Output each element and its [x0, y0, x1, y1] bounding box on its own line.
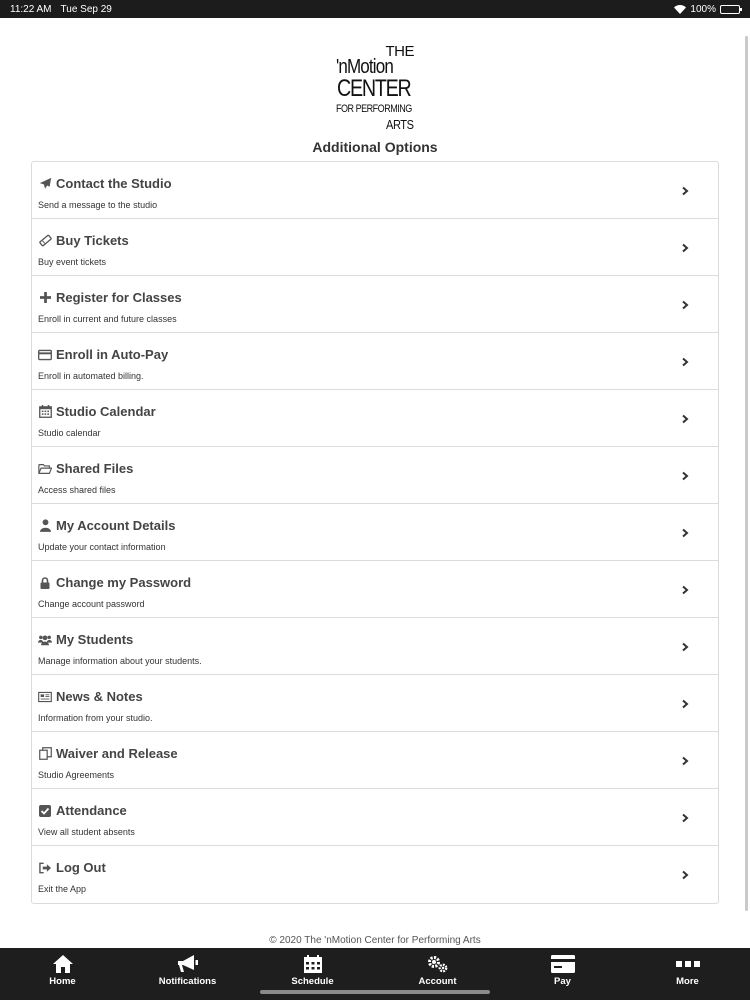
menu-item-attendance[interactable] — [32, 789, 718, 846]
ticket-icon — [38, 234, 52, 248]
tab-notifications[interactable] — [125, 948, 250, 1000]
tab-label: Notifications — [158, 976, 217, 987]
copyright-footer: © 2020 The 'nMotion Center for Performing Arts — [269, 935, 481, 946]
status-bar — [0, 0, 750, 18]
chevron-right-icon — [680, 756, 690, 766]
menu-item-change-password[interactable] — [32, 561, 718, 618]
menu-item-description: Enroll in automated billing. — [38, 371, 144, 381]
chevron-right-icon — [680, 243, 690, 253]
menu-item-label: Register for Classes — [56, 290, 182, 305]
users-icon — [38, 633, 52, 647]
options-menu — [31, 161, 719, 904]
logo-line-5: ARTS — [386, 117, 414, 132]
menu-item-description: View all student absents — [38, 827, 135, 837]
menu-item-label: Attendance — [56, 803, 127, 818]
chevron-right-icon — [680, 585, 690, 595]
chevron-right-icon — [680, 414, 690, 424]
menu-item-news-notes[interactable] — [32, 675, 718, 732]
credit-card-icon — [38, 348, 52, 362]
menu-item-buy-tickets[interactable] — [32, 219, 718, 276]
menu-item-label: My Account Details — [56, 518, 176, 533]
page-title: Additional Options — [312, 139, 438, 155]
folder-open-icon — [38, 462, 52, 476]
tab-more[interactable] — [625, 948, 750, 1000]
home-icon — [53, 955, 73, 973]
chevron-right-icon — [680, 870, 690, 880]
calendar-grid-icon — [304, 955, 322, 973]
menu-item-log-out[interactable] — [32, 846, 718, 903]
menu-item-label: Shared Files — [56, 461, 134, 476]
menu-item-description: Access shared files — [38, 485, 116, 495]
status-date: Tue Sep 29 — [60, 3, 112, 15]
card-icon — [551, 955, 575, 973]
logo-line-3: CENTER — [337, 75, 411, 102]
lock-icon — [38, 576, 52, 590]
menu-item-shared-files[interactable] — [32, 447, 718, 504]
menu-item-label: Buy Tickets — [56, 233, 129, 248]
user-icon — [38, 519, 52, 533]
chevron-right-icon — [680, 699, 690, 709]
logo-line-2: 'nMotion — [336, 56, 393, 78]
menu-item-waiver-release[interactable] — [32, 732, 718, 789]
logo-line-4: FOR PERFORMING — [336, 103, 412, 115]
tab-label: Account — [418, 976, 457, 987]
battery-percent: 100% — [690, 3, 716, 15]
newspaper-icon — [38, 690, 52, 704]
menu-item-studio-calendar[interactable] — [32, 390, 718, 447]
chevron-right-icon — [680, 471, 690, 481]
cogs-icon — [427, 955, 449, 973]
wifi-icon — [674, 5, 686, 14]
menu-item-label: Waiver and Release — [56, 746, 178, 761]
menu-item-description: Buy event tickets — [38, 257, 107, 267]
tab-label: Schedule — [291, 976, 334, 987]
menu-item-label: Log Out — [56, 860, 106, 875]
menu-item-account-details[interactable] — [32, 504, 718, 561]
chevron-right-icon — [680, 642, 690, 652]
chevron-right-icon — [680, 186, 690, 196]
chevron-right-icon — [680, 528, 690, 538]
menu-item-auto-pay[interactable] — [32, 333, 718, 390]
home-indicator[interactable] — [260, 990, 490, 994]
menu-item-label: Enroll in Auto-Pay — [56, 347, 169, 362]
tab-label: Pay — [554, 976, 571, 987]
plus-icon — [38, 291, 52, 305]
menu-item-register-classes[interactable] — [32, 276, 718, 333]
menu-item-description: Studio Agreements — [38, 770, 115, 780]
check-square-icon — [38, 804, 52, 818]
menu-item-label: Studio Calendar — [56, 404, 156, 419]
logo-line-1: THE — [385, 43, 414, 60]
menu-item-label: My Students — [56, 632, 134, 647]
menu-item-description: Update your contact information — [38, 542, 166, 552]
chevron-right-icon — [680, 813, 690, 823]
studio-logo — [336, 44, 416, 132]
menu-item-my-students[interactable] — [32, 618, 718, 675]
menu-item-description: Enroll in current and future classes — [38, 314, 177, 324]
scrollbar[interactable] — [745, 36, 748, 911]
chevron-right-icon — [680, 357, 690, 367]
menu-item-description: Studio calendar — [38, 428, 101, 438]
copy-icon — [38, 747, 52, 761]
tab-home[interactable] — [0, 948, 125, 1000]
menu-item-description: Change account password — [38, 599, 145, 609]
tab-label: More — [676, 976, 699, 987]
menu-item-description: Exit the App — [38, 884, 87, 894]
menu-item-description: Information from your studio. — [38, 713, 153, 723]
status-time: 11:22 AM — [10, 3, 52, 15]
battery-icon — [720, 5, 740, 14]
more-dots-icon — [676, 955, 700, 973]
bullhorn-icon — [177, 955, 199, 973]
sign-out-icon — [38, 861, 52, 875]
tab-pay[interactable] — [500, 948, 625, 1000]
chevron-right-icon — [680, 300, 690, 310]
calendar-icon — [38, 405, 52, 419]
menu-item-label: Contact the Studio — [56, 176, 172, 191]
tab-label: Home — [49, 976, 76, 987]
menu-item-description: Send a message to the studio — [38, 200, 158, 210]
menu-item-contact-studio[interactable] — [32, 162, 718, 219]
menu-item-label: Change my Password — [56, 575, 192, 590]
paper-plane-icon — [38, 177, 52, 191]
menu-item-label: News & Notes — [56, 689, 143, 704]
menu-item-description: Manage information about your students. — [38, 656, 202, 666]
